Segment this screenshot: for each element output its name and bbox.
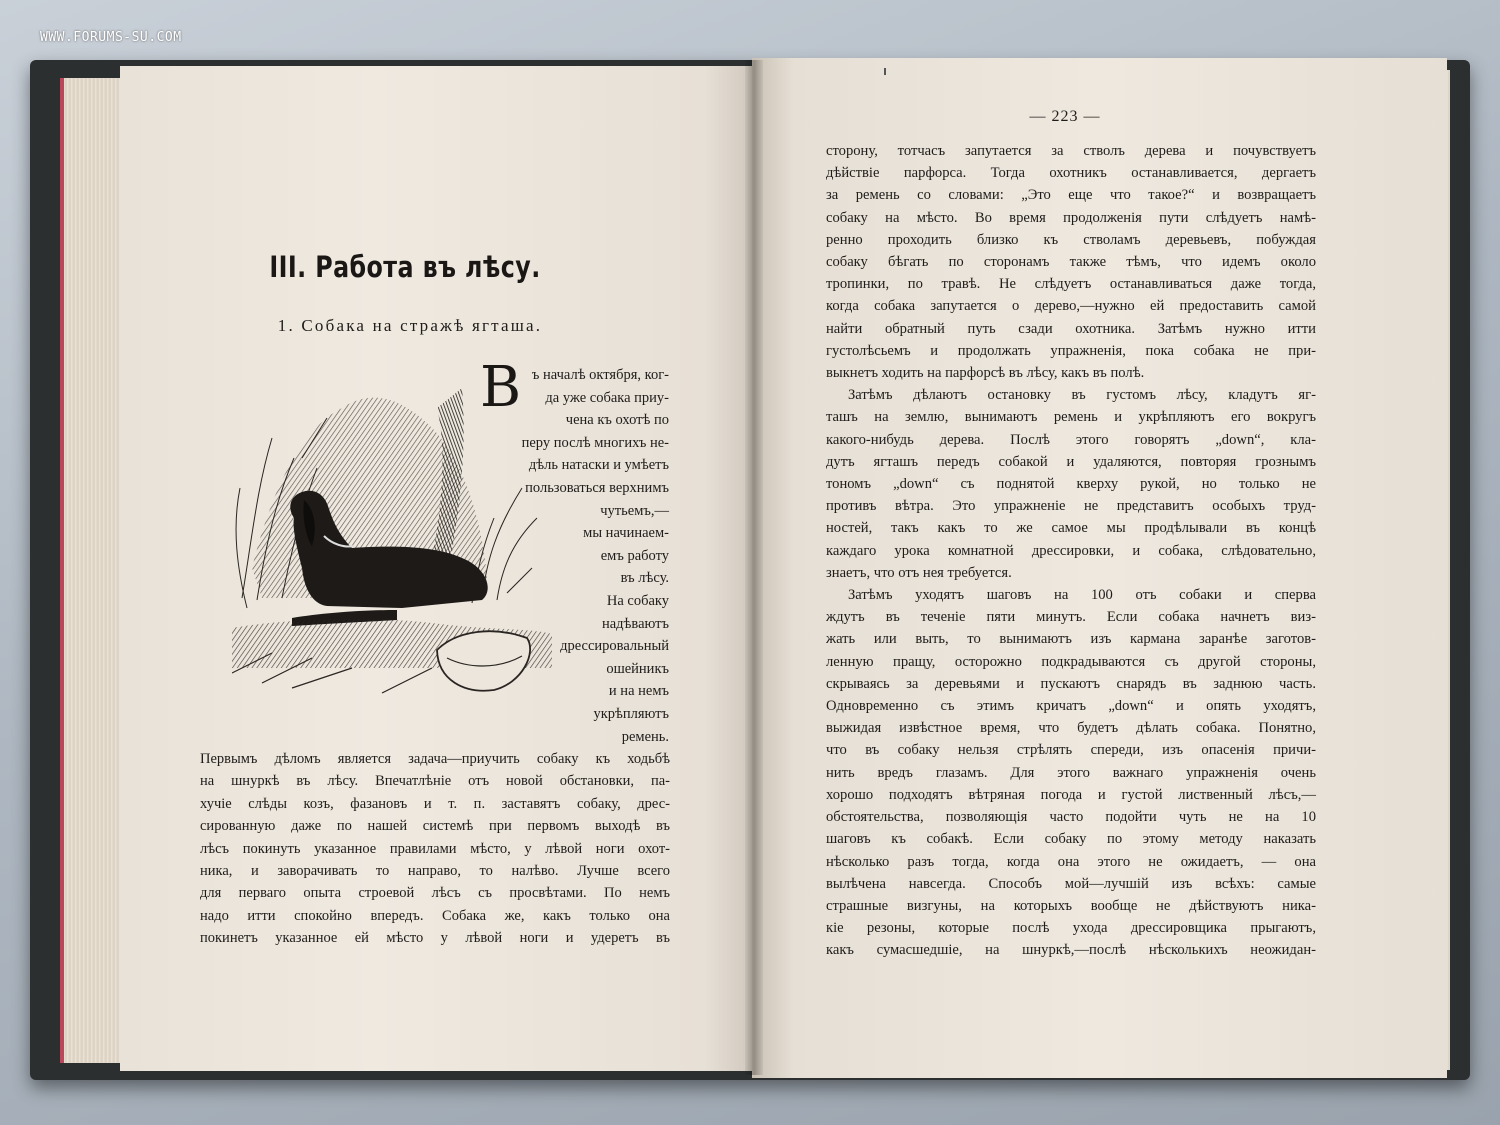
text-line: когда собака запутается о дерево,—нужно ей предоставить самой [826,298,1316,315]
text-line: дутъ ягташъ передъ собакой и удаляются, повторяя грознымъ [826,453,1316,470]
text-line: Первымъ дѣломъ является задача—приучить собаку къ ходьбѣ [200,751,670,767]
text-line: нить вредъ глазамъ. Для этого важнаго упражненія очень [826,764,1316,781]
text-line: ремень. [621,728,669,745]
text-line: каждаго урока комнатной дрессировки, и собака, слѣдовательно, [826,542,1316,559]
text-line: перу послѣ многихъ не- [521,434,669,451]
text-line: густолѣсьемъ и продолжать упражненія, пока собака не при- [826,342,1316,359]
text-line: знаетъ, что отъ нея требуется. [826,564,1012,581]
text-line: въ лѣсу. [620,570,669,587]
text-line: выжидая извѣстное время, что будетъ дѣлать собака. Понятно, [826,720,1316,737]
left-page-body [200,748,670,950]
text-line: укрѣпляютъ [593,705,669,722]
wrapped-text-column [505,364,669,748]
text-line: шаговъ къ собакѣ. Если собаку по этому методу наказать [826,831,1316,848]
watermark-text: WWW.FORUMS-SU.COM [40,30,182,45]
text-line: и на немъ [608,683,669,700]
text-line: чутьемъ,— [600,502,669,519]
text-line: сированную даже по нашей системѣ при первомъ выходѣ въ [200,818,670,835]
right-page-body [826,140,1316,962]
text-line: собаку на мѣсто. Во время продолженія пути слѣдуетъ намѣ- [826,209,1316,226]
text-line: хорошо подходятъ вѣтряная погода и густой лиственный лѣсъ,— [826,786,1316,803]
text-line: противъ вѣтра. Это упражненіе не представитъ особыхъ труд- [826,498,1316,515]
text-line: пользоваться верхнимъ [525,479,669,496]
text-line: дрессировальный [560,638,669,655]
text-line: ъ началѣ октября, ког- [531,367,669,383]
text-line: тропинки, по травѣ. Не слѣдуетъ останавливаться даже тогда, [826,276,1316,293]
text-line: для перваго опыта строевой лѣсъ съ просвѣтами. По немъ [200,885,670,902]
text-line: жать или выть, то вынимаютъ изъ кармана заранѣе заготов- [826,631,1316,648]
text-line: найти обратный путь сзади охотника. Затѣмъ нужно итти [826,320,1316,337]
text-line: емъ работу [600,547,669,564]
text-line: собаку бѣгать по сторонамъ также тѣмъ, что идемъ около [826,254,1316,271]
text-line: Затѣмъ уходятъ шаговъ на 100 отъ собаки и сперва [848,587,1316,604]
text-line: Затѣмъ дѣлаютъ остановку въ густомъ лѣсу, кладутъ яг- [848,387,1316,404]
text-line: что въ собаку нельзя стрѣлять спереди, изъ опасенія причи- [826,742,1316,759]
text-line: ренно проходить близко къ стволамъ деревьевъ, побуждая [826,231,1316,248]
text-line: тономъ „down“ съ поднятой кверху рукой, но только не [826,476,1316,493]
text-line: ностей, такъ какъ то же самое мы продѣлывали въ концѣ [826,520,1316,537]
text-line: вылѣчена навсегда. Способъ мой—лучшій изъ всѣхъ: самые [826,875,1316,892]
text-line: на шнуркѣ въ лѣсу. Впечатлѣніе отъ новой обстановки, па- [200,773,670,790]
text-line: нѣсколько разъ тогда, когда она этого не ожидаетъ, — она [826,853,1316,870]
text-line: страшные визгуны, на которыхъ вообще не дѣйствуютъ ника- [826,897,1316,914]
text-line: мы начинаем- [583,525,669,542]
text-line: за ремень со словами: „Это еще что такое?“ и возвращаетъ [826,187,1316,204]
text-line: ждутъ въ теченіе пяти минутъ. Если собака начнетъ виз- [826,609,1316,626]
text-line: хучіе слѣды козъ, фазановъ и т. п. заставятъ собаку, дрес- [200,795,670,812]
drop-cap-letter: В [480,355,522,420]
page-mark [884,68,886,75]
text-line: лѣсъ покинуть указанное правилами мѣсто, у лѣвой ноги охот- [200,840,670,857]
chapter-title: III. Работа въ лѣсу. [269,250,541,284]
text-line: надо итти спокойно впередъ. Собака же, какъ только она [200,907,670,924]
text-line: ошейникъ [606,660,669,677]
book-gutter [745,60,763,1075]
text-line: какъ сумасшедшіе, на шнуркѣ,—послѣ нѣсколькихъ неожидан- [826,942,1316,959]
text-line: надѣваютъ [601,615,669,632]
text-line: да уже собака приу- [545,389,669,406]
text-line: сторону, тотчасъ запутается за стволъ дерева и почувствуетъ [826,143,1316,159]
text-line: дѣль натаски и умѣетъ [528,457,669,474]
text-line: обстоятельства, позволяющія часто подойти чуть не на 10 [826,809,1316,826]
text-line: Одновременно съ этимъ кричатъ „down“ и опять уходятъ, [826,698,1316,715]
text-line: На собаку [606,592,669,609]
section-title: 1. Собака на стражѣ ягташа. [277,316,543,335]
text-line: выкнетъ ходить на парфорсѣ въ лѣсу, какъ въ полѣ. [826,365,1145,382]
text-line: покинетъ указанное ей мѣсто у лѣвой ноги и удеретъ въ [200,930,670,947]
text-line: ника, и заворачивать то направо, то налѣво. Лучше всего [200,863,670,880]
text-line: ташъ на землю, вынимаютъ ремень и укрѣпляютъ его вокругъ [826,409,1316,426]
text-line: скрываясь за деревьями и пускаютъ снарядъ въ заднюю часть. [826,675,1316,692]
page-number: — 223 — [1029,108,1101,125]
text-line: ленную пращу, осторожно подкрадываются съ другой стороны, [826,653,1316,670]
text-line: дѣйствіе парфорса. Тогда охотникъ останавливается, дергаетъ [826,165,1316,182]
text-line: чена къ охотѣ по [565,412,669,429]
text-line: кіе резоны, которые послѣ ухода дрессировщика прыгаютъ, [826,920,1316,937]
text-line: какого-нибудь дерева. Послѣ этого говорятъ „down“, кла- [826,431,1316,448]
